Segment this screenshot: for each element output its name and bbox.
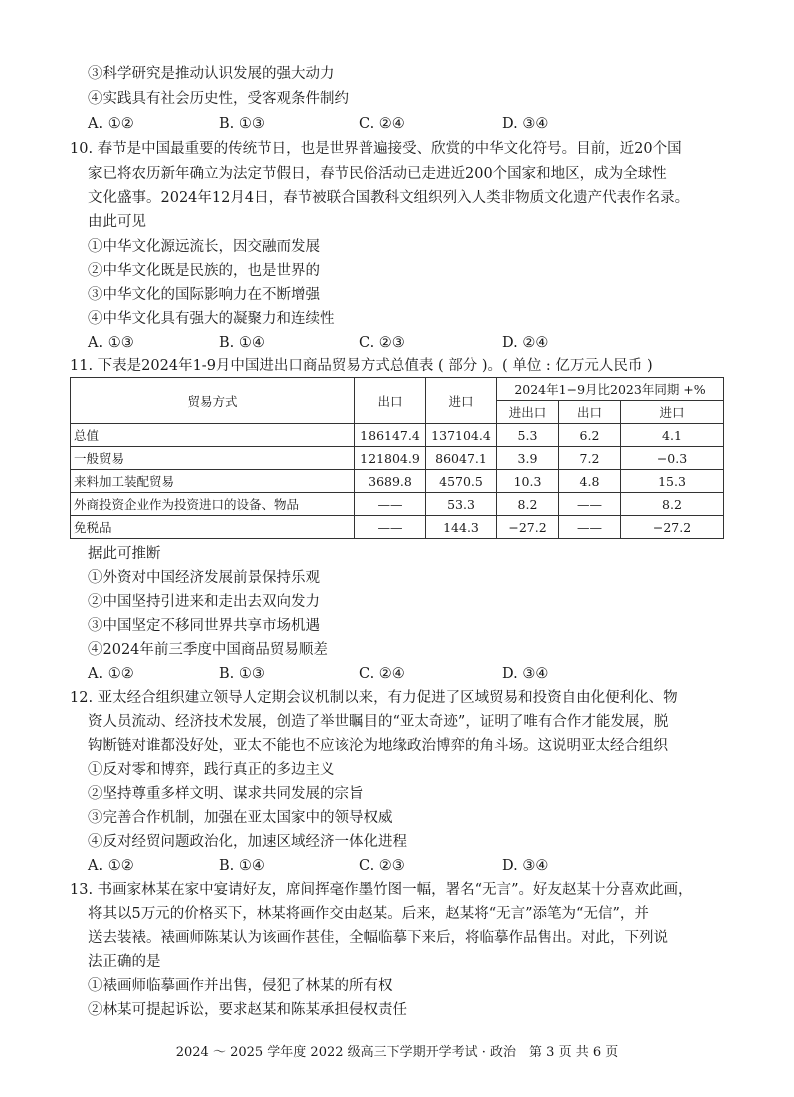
q12-item-1: ①反对零和博弈，践行真正的多边主义 <box>88 762 335 778</box>
q9-option-d: D. ③④ <box>502 116 549 132</box>
q10-item-2: ②中华文化既是民族的，也是世界的 <box>88 263 320 279</box>
q10-stem-line-2: 家已将农历新年确立为法定节假日，春节民俗活动已走进近200个国家和地区，成为全球性 <box>88 166 667 182</box>
cell-change-export: —— <box>559 516 621 539</box>
trade-table <box>70 377 724 539</box>
table-row <box>71 493 724 516</box>
q12-item-4: ④反对经贸问题政治化，加速区域经济一体化进程 <box>88 834 407 850</box>
cell-export: 121804.9 <box>355 447 426 470</box>
q11-item-1: ①外资对中国经济发展前景保持乐观 <box>88 570 320 586</box>
cell-change-total: 8.2 <box>497 493 559 516</box>
q12-item-2: ②坚持尊重多样文明、谋求共同发展的宗旨 <box>88 786 364 802</box>
table-row <box>71 447 724 470</box>
q10-option-a: A. ①③ <box>88 335 134 351</box>
q10-item-3: ③中华文化的国际影响力在不断增强 <box>88 287 320 303</box>
q11-option-c: C. ②④ <box>359 666 405 682</box>
q12-option-d: D. ③④ <box>502 858 549 874</box>
cell-import: 4570.5 <box>426 470 497 493</box>
cell-change-export: —— <box>559 493 621 516</box>
subheader-import: 进口 <box>621 401 724 424</box>
q12-option-c: C. ②③ <box>359 858 405 874</box>
cell-name: 外商投资企业作为投资进口的设备、物品 <box>71 493 355 516</box>
q11-item-3: ③中国坚定不移同世界共享市场机遇 <box>88 618 320 634</box>
q12-item-3: ③完善合作机制，加强在亚太国家中的领导权威 <box>88 810 393 826</box>
cell-name: 来料加工装配贸易 <box>71 470 355 493</box>
subheader-total: 进出口 <box>497 401 559 424</box>
q10-stem-line-1: 10. 春节是中国最重要的传统节日，也是世界普遍接受、欣赏的中华文化符号。目前，近20个国 <box>70 141 682 157</box>
q10-item-1: ①中华文化源远流长，因交融而发展 <box>88 239 320 255</box>
cell-export: —— <box>355 493 426 516</box>
q13-item-2: ②林某可提起诉讼，要求赵某和陈某承担侵权责任 <box>88 1002 407 1018</box>
cell-change-import: −27.2 <box>621 516 724 539</box>
q12-stem-line-1: 12. 亚太经合组织建立领导人定期会议机制以来，有力促进了区域贸易和投资自由化便利化、物 <box>70 690 678 706</box>
cell-export: —— <box>355 516 426 539</box>
q9-option-a: A. ①② <box>88 116 134 132</box>
q10-item-4: ④中华文化具有强大的凝聚力和连续性 <box>88 311 335 327</box>
cell-import: 144.3 <box>426 516 497 539</box>
cell-change-total: 3.9 <box>497 447 559 470</box>
q12-stem-line-3: 钩断链对谁都没好处，亚太不能也不应该沦为地缘政治博弈的角斗场。这说明亚太经合组织 <box>88 738 668 754</box>
cell-import: 137104.4 <box>426 424 497 447</box>
q13-stem-line-1: 13. 书画家林某在家中宴请好友，席间挥毫作墨竹图一幅，署名“无言”。好友赵某十分喜欢此画， <box>70 882 693 898</box>
q11-lead: 据此可推断 <box>88 546 161 562</box>
cell-change-total: 10.3 <box>497 470 559 493</box>
cell-change-import: 4.1 <box>621 424 724 447</box>
subheader-export: 出口 <box>559 401 621 424</box>
q11-option-b: B. ①③ <box>219 666 265 682</box>
page-footer: 2024 ～ 2025 学年度 2022 级高三下学期开学考试 · 政治 第 3 页 共 6 页 <box>175 1045 619 1060</box>
q12-option-a: A. ①② <box>88 858 134 874</box>
cell-import: 53.3 <box>426 493 497 516</box>
cell-export: 186147.4 <box>355 424 426 447</box>
cell-change-export: 4.8 <box>559 470 621 493</box>
cell-change-import: 8.2 <box>621 493 724 516</box>
cell-change-import: −0.3 <box>621 447 724 470</box>
q9-option-b: B. ①③ <box>219 116 265 132</box>
cell-change-export: 6.2 <box>559 424 621 447</box>
q9-option-c: C. ②④ <box>359 116 405 132</box>
q10-stem-line-4: 由此可见 <box>88 214 146 230</box>
q13-item-1: ①裱画师临摹画作并出售，侵犯了林某的所有权 <box>88 978 393 994</box>
q11-option-a: A. ①② <box>88 666 134 682</box>
q11-item-4: ④2024年前三季度中国商品贸易顺差 <box>88 642 328 658</box>
q13-stem-line-4: 法正确的是 <box>88 954 161 970</box>
q12-stem-line-2: 资人员流动、经济技术发展，创造了举世瞩目的“亚太奇迹”，证明了唯有合作才能发展，脱 <box>88 714 669 730</box>
table-row <box>71 424 724 447</box>
header-compare: 2024年1−9月比2023年同期 +% <box>497 378 724 401</box>
cell-import: 86047.1 <box>426 447 497 470</box>
q10-option-b: B. ①④ <box>219 335 265 351</box>
cell-change-import: 15.3 <box>621 470 724 493</box>
q13-stem-line-2: 将其以5万元的价格买下，林某将画作交由赵某。后来，赵某将“无言”添笔为“无信”，并 <box>88 906 649 922</box>
cell-name: 免税品 <box>71 516 355 539</box>
cell-name: 总值 <box>71 424 355 447</box>
cell-export: 3689.8 <box>355 470 426 493</box>
cell-name: 一般贸易 <box>71 447 355 470</box>
q11-item-2: ②中国坚持引进来和走出去双向发力 <box>88 594 320 610</box>
q13-stem-line-3: 送去装裱。裱画师陈某认为该画作甚佳，全幅临摹下来后，将临摹作品售出。对此，下列说 <box>88 930 668 946</box>
q9-item-4: ④实践具有社会历史性，受客观条件制约 <box>88 91 349 107</box>
q10-option-c: C. ②③ <box>359 335 405 351</box>
header-export: 出口 <box>355 378 426 424</box>
cell-change-total: −27.2 <box>497 516 559 539</box>
q11-stem: 11. 下表是2024年1-9月中国进出口商品贸易方式总值表 ( 部分 )。( 单位 : 亿万元人民币 ) <box>70 358 653 374</box>
header-import: 进口 <box>426 378 497 424</box>
table-row <box>71 516 724 539</box>
cell-change-export: 7.2 <box>559 447 621 470</box>
header-trade-method: 贸易方式 <box>71 378 355 424</box>
q12-option-b: B. ①④ <box>219 858 265 874</box>
q10-stem-line-3: 文化盛事。2024年12月4日，春节被联合国教科文组织列入人类非物质文化遗产代表作名录。 <box>88 190 690 206</box>
q11-option-d: D. ③④ <box>502 666 549 682</box>
q9-item-3: ③科学研究是推动认识发展的强大动力 <box>88 66 335 82</box>
table-row <box>71 470 724 493</box>
table-header-row <box>71 378 724 401</box>
cell-change-total: 5.3 <box>497 424 559 447</box>
q10-option-d: D. ②④ <box>502 335 549 351</box>
